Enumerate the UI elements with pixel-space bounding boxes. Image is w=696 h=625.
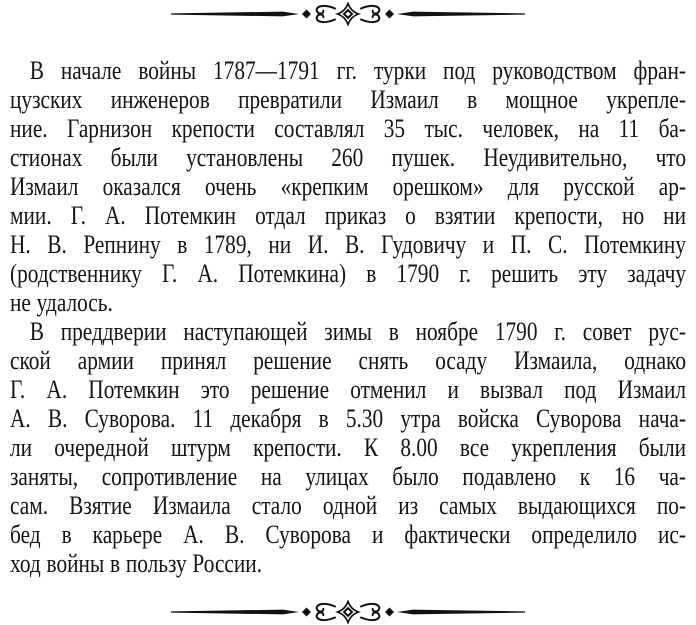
- text-line: мии. Г. А. Потемкин отдал приказ о взятии крепости, но ни: [10, 201, 687, 230]
- text-line: стионах были установлены 260 пушек. Неудивительно, что: [10, 143, 687, 172]
- bottom-fleuron-divider: [171, 600, 525, 624]
- text-line: Н. В. Репнину в 1789, ни И. В. Гудовичу и П. С. Потемкину: [10, 230, 687, 259]
- text-line: В преддверии наступающей зимы в ноябре 1790 г. совет рус-: [29, 317, 687, 346]
- text-line: ние. Гарнизон крепости составлял 35 тыс. человек, на 11 ба-: [10, 114, 687, 143]
- body-text: [10, 56, 686, 578]
- text-line: не удалось.: [10, 288, 113, 317]
- text-line: сам. Взятие Измаила стало одной из самых выдающихся по-: [10, 491, 687, 520]
- fleuron-divider-icon: [171, 600, 525, 624]
- text-line: (родственнику Г. А. Потемкина) в 1790 г. решить эту задачу: [10, 259, 687, 288]
- fleuron-divider-icon: [171, 2, 525, 26]
- top-fleuron-divider: [171, 2, 525, 26]
- text-line: А. В. Суворова. 11 декабря в 5.30 утра войска Суворова нача-: [10, 404, 687, 433]
- text-line: ли очередной штурм крепости. К 8.00 все укрепления были: [10, 433, 687, 462]
- left-diamond: [302, 10, 311, 19]
- right-rule: [397, 12, 525, 17]
- right-scroll: [361, 6, 379, 22]
- text-line: цузских инженеров превратили Измаил в мощное укрепле-: [10, 85, 687, 114]
- right-diamond: [385, 10, 394, 19]
- text-line: ской армии принял решение снять осаду Измаила, однако: [10, 346, 687, 375]
- text-line: ход войны в пользу России.: [10, 549, 263, 578]
- text-line: Измаил оказался очень «крепким орешком» для русской ар-: [10, 172, 687, 201]
- text-line: бед в карьере А. В. Суворова и фактически определило ис-: [10, 520, 687, 549]
- text-line: заняты, сопротивление на улицах было подавлено к 16 ча-: [10, 462, 687, 491]
- left-scroll: [317, 6, 335, 22]
- left-rule: [171, 12, 299, 17]
- text-line: В начале войны 1787—1791 гг. турки под руководством фран-: [29, 56, 687, 85]
- text-line: Г. А. Потемкин это решение отменил и вызвал под Измаил: [10, 375, 687, 404]
